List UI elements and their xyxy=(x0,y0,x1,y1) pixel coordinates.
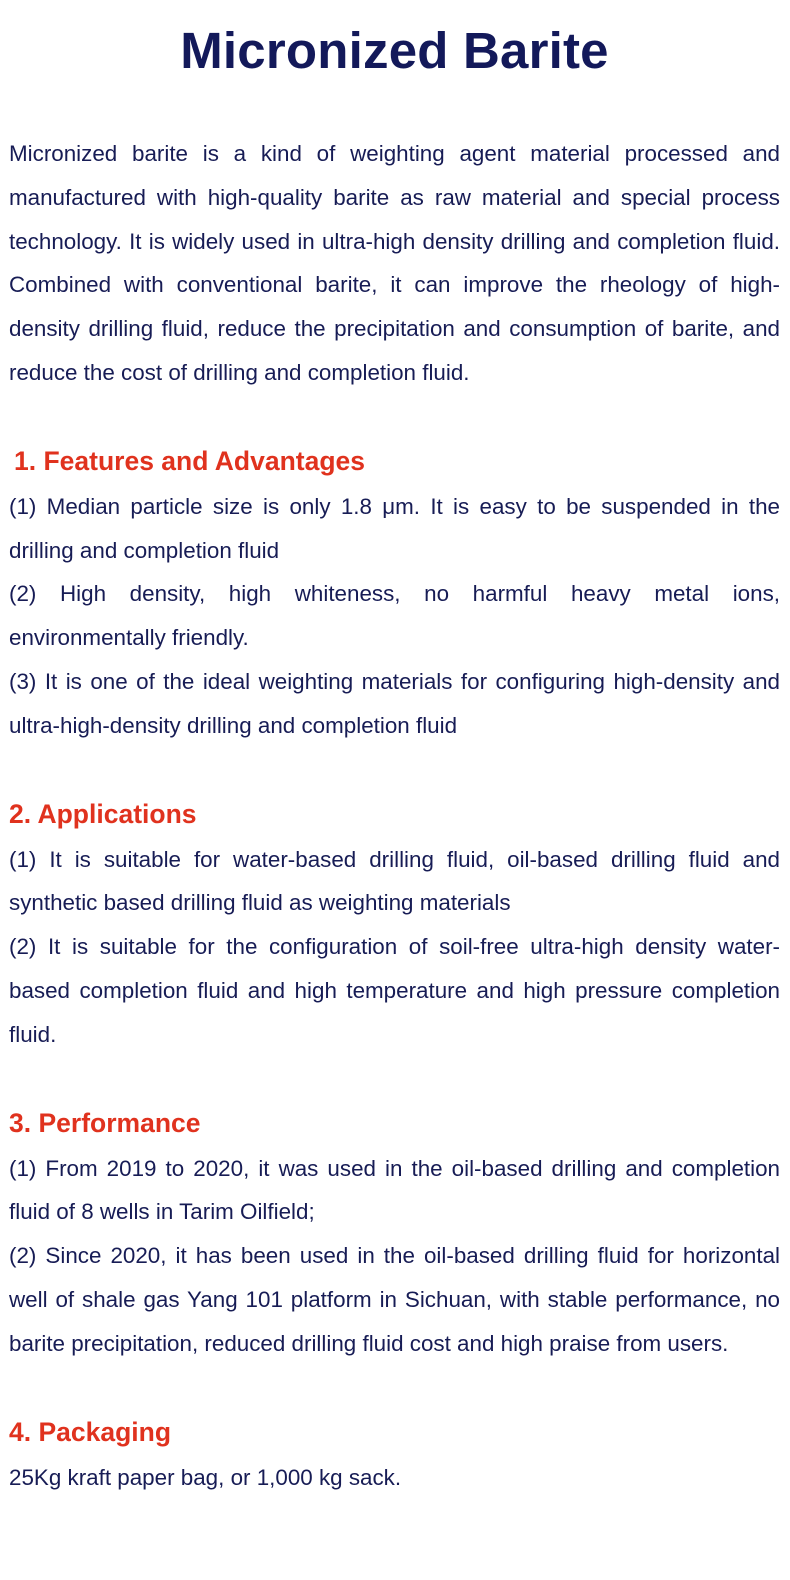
section-packaging xyxy=(9,1410,780,1500)
section-heading-features: 1. Features and Advantages xyxy=(14,445,365,476)
section-body-features xyxy=(9,485,780,748)
section-body-performance xyxy=(9,1147,780,1366)
section-heading-performance: 3. Performance xyxy=(9,1107,201,1138)
section-heading-packaging: 4. Packaging xyxy=(9,1416,172,1447)
intro-paragraph: Micronized barite is a kind of weighting agent material processed and manufactured with high-quality barite as raw material and special process technology. It is widely used in ultra-high density drilling and completion fluid. Combined with conventional barite, it can improve the rheology of high-density drilling fluid, reduce the precipitation and consumption of barite, and reduce the cost of drilling and completion fluid. xyxy=(9,141,780,385)
page-title: Micronized Barite xyxy=(180,22,609,79)
section-heading-applications: 2. Applications xyxy=(9,798,197,829)
feature-item: (2) High density, high whiteness, no harmful heavy metal ions, environmentally friendly. xyxy=(9,581,780,651)
section-performance xyxy=(9,1101,780,1366)
section-body-applications xyxy=(9,838,780,1057)
performance-item: (1) From 2019 to 2020, it was used in the oil-based drilling and completion fluid of 8 wells in Tarim Oilfield; xyxy=(9,1155,780,1225)
application-item: (1) It is suitable for water-based drilling fluid, oil-based drilling fluid and synthetic based drilling fluid as weighting materials xyxy=(9,846,780,916)
feature-item: (1) Median particle size is only 1.8 μm. It is easy to be suspended in the drilling and completion fluid xyxy=(9,493,780,563)
performance-item: (2) Since 2020, it has been used in the oil-based drilling fluid for horizontal well of shale gas Yang 101 platform in Sichuan, with stable performance, no barite precipitation, reduced drilling fluid cost and high praise from users. xyxy=(9,1243,780,1356)
section-features xyxy=(9,439,780,748)
packaging-item: 25Kg kraft paper bag, or 1,000 kg sack. xyxy=(9,1464,402,1490)
application-item: (2) It is suitable for the configuration of soil-free ultra-high density water-based completion fluid and high temperature and high pressure completion fluid. xyxy=(9,934,780,1047)
feature-item: (3) It is one of the ideal weighting materials for configuring high-density and ultra-high-density drilling and completion fluid xyxy=(9,668,780,738)
section-body-packaging xyxy=(9,1456,780,1500)
intro-section xyxy=(9,132,780,395)
section-applications xyxy=(9,792,780,1057)
